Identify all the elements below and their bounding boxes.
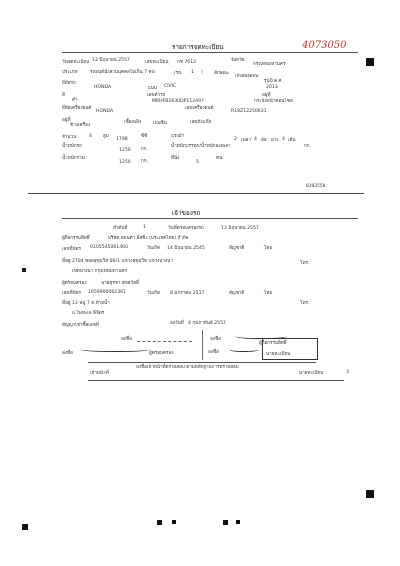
label-seats: ที่นั่ง [171,156,180,161]
label-load-weight-unit: กก. [304,144,312,149]
label-engine-location: อยู่ที่ [62,118,71,123]
label-gross-weight-unit: กก. [141,159,149,164]
label-holder: ผู้ครอบครอง [62,281,87,286]
label-registrar: นายทะเบียน [299,371,324,376]
label-load-weight: น้ำหนักบรรทุก/น้ำหนักลงเพลา [171,144,231,149]
signature-registrar [229,345,259,352]
label-make: ยี่ห้อรถ [62,81,76,86]
value-holder-address-2: อ.โพทะเล พิจิตร [72,311,105,316]
label-owner-phone: โทร. [300,261,310,266]
value-type: รถยนต์นั่งส่วนบุคคลไม่เกิน 7 คน [90,70,155,75]
label-gas-tank: เลขถังแก๊ส [190,120,212,125]
registration-mark-top-right [366,58,374,66]
label-vehicle-weight-unit: กก. [141,147,149,152]
label-sign-3: ลงชื่อ [62,351,73,356]
value-owner-nationality: ไทย [264,246,273,251]
label-horsepower: แรงม้า [171,134,185,139]
label-title-holder: ผู้ถือกรรมสิทธิ์ [62,236,90,241]
value-wheels: 4 [254,137,257,142]
label-contract-number: สัญญาเช่าซื้อเลขที่ [62,323,99,328]
value-make: HONDA [94,85,112,90]
label-holder-birthdate: วันเกิด [147,291,161,296]
label-owner-address: ที่อยู่ [62,259,71,264]
label-sign-4: ลงชื่อ [208,350,219,355]
label-contract-date: ลงวันที่ [170,321,184,326]
value-gross-weight: 1250 [119,160,131,165]
label-holder-address: ที่อยู่ [62,301,71,306]
label-fuel: เชื้อเพลิง [124,120,142,125]
label-wheels: ล้อ [261,138,267,143]
signature-divider [202,330,203,360]
label-cylinders: จำนวน [62,135,77,140]
label-holder-sign: ผู้ครอบครอง [149,351,174,356]
label-registration-date: วันจดทะเบียน [62,60,90,65]
page-mark: 3 [346,370,349,375]
label-cylinders-unit: สูบ [103,134,109,139]
value-model: CIVIC [164,84,177,89]
value-order: 1 [143,225,146,230]
value-owner-birthdate: 14 มิถุนายน 2545 [167,246,205,251]
label-tires: ยาง [271,138,279,143]
value-cylinders: 4 [89,134,92,139]
label-holder-nationality: สัญชาติ [229,291,245,296]
label-holder-phone: โทร. [300,301,310,306]
registration-mark-bottom-right [366,490,374,498]
value-fuel: เบนซิน [153,121,167,126]
label-tires-unit: เส้น [288,138,296,143]
value-title-holder: บริษัท ฮอนด้า ลีสซิ่ง (ประเทศไทย) จำกัด [108,236,189,241]
label-ry-close: ) [201,70,203,75]
label-model: แบบ [148,86,157,91]
value-displacement: 1798 [116,137,128,142]
registration-mark-bottom-1 [157,520,162,525]
label-color: สี [62,93,65,98]
registration-mark-bottom-2 [172,520,176,524]
value-chassis-location: กระจังหน้าคอนโซล [254,99,293,104]
bottom-rule [88,380,344,381]
label-gross-weight: น้ำหนักรวม [62,156,85,161]
registration-mark-bottom-4 [236,520,240,524]
label-title-holder-sign: ผู้ถือกรรมสิทธิ์ [259,341,287,346]
label-axles: เพลา [241,138,251,143]
label-model-year: รุ่นปี ค.ศ. [264,79,283,84]
value-owner-address-2: เขตบางนา กรุงเทพมหานคร [72,269,128,274]
label-seats-unit: คน [216,156,223,161]
section-title-owner: เจ้าของรถ [172,209,201,217]
signature-line-1 [137,341,192,342]
officer-stamp-line: ลงชื่อเจ้าหน้าที่ตรวจสอบ ตามหลักฐานการตรวจสอบ [136,365,239,370]
value-plate-number: กข 7612 [177,60,197,65]
label-engine-number: เลขเครื่องยนต์ [185,106,214,111]
handwritten-number: 4073050 [302,40,347,51]
label-province: จังหวัด [231,58,245,63]
value-tires: 4 [282,137,285,142]
value-body-style: เก๋งสองตอน [235,74,259,79]
label-registrar-sign: นายทะเบียน [266,352,291,357]
value-possession-date: 13 มิถุนายน 2557 [221,226,259,231]
value-owner-address-1: 2784 ซอยสุขุมวิท 86/1 แขวงสุขุมวิท แขวงบางนา [72,259,173,264]
value-axles: 2 [234,137,237,142]
label-vehicle-weight: น้ำหนักรถ [62,144,82,149]
value-holder-birthdate: 8 มกราคม 2537 [170,291,205,296]
label-plate-number: เลขทะเบียน [145,60,169,65]
value-ry: 1 [191,70,194,75]
header-rule [62,52,358,53]
value-holder-nationality: ไทย [264,291,273,296]
section-divider [28,193,364,194]
registration-mark-bottom-left [22,524,28,530]
label-body-style: ลักษณะ [214,71,230,76]
value-registration-date: 13 มิถุนายน 2557 [92,58,130,63]
value-engine-location: ข้างเครื่อง [70,123,91,128]
label-owner-id: เลขที่บัตร [62,247,81,252]
value-engine-number: R18Z12250631 [231,109,267,114]
label-ry: (รย. [174,71,183,76]
officer-rule [88,362,316,363]
value-holder-address-1: 13 หมู่ 7 ต.ท้ายน้ำ [72,301,110,306]
value-province: กรุงเทพมหานคร [253,62,286,67]
value-owner-id: 0105545061460 [90,245,128,250]
value-chassis-number: MRHFB2630DP112497 [152,99,204,104]
label-sign-2: ลงชื่อ [210,337,221,342]
label-officer: เจ้าหน้าที่ [90,371,109,376]
value-holder: นายสุรชา สุขสวัสดิ์ [101,281,139,286]
label-cc: ซีซี [141,134,148,139]
registration-mark-bottom-3 [223,520,228,525]
signature-holder [80,345,150,352]
value-vehicle-weight: 1250 [119,148,131,153]
owner-header-rule [62,218,358,219]
label-holder-id: เลขที่บัตร [62,291,81,296]
label-type: ประเภท [62,70,78,75]
label-owner-nationality: สัญชาติ [229,246,245,251]
registration-mark-mid-left [22,268,26,272]
value-color: ดำ [72,98,78,103]
value-engine-make: HONDA [96,109,114,114]
value-seats: 5 [196,160,199,165]
label-sign-1: ลงชื่อ [121,337,132,342]
value-model-year: 2013 [266,85,278,90]
label-owner-birthdate: วันเกิด [147,246,161,251]
value-contract-date: 4 กุมภาพันธ์ 2557 [188,321,226,326]
label-engine-make: ยี่ห้อเครื่องยนต์ [62,106,92,111]
serial-mark: 0193550 [306,184,326,189]
section-title-registration: รายการจดทะเบียน [172,43,224,51]
label-chassis-location: อยู่ที่ [262,93,271,98]
label-order: ลำดับที่ [113,226,128,231]
label-possession-date: วันที่ครอบครองรถ [168,226,204,231]
label-chassis-number: เลขตัวรถ [147,93,166,98]
value-holder-id: 1659900062361 [88,290,126,295]
